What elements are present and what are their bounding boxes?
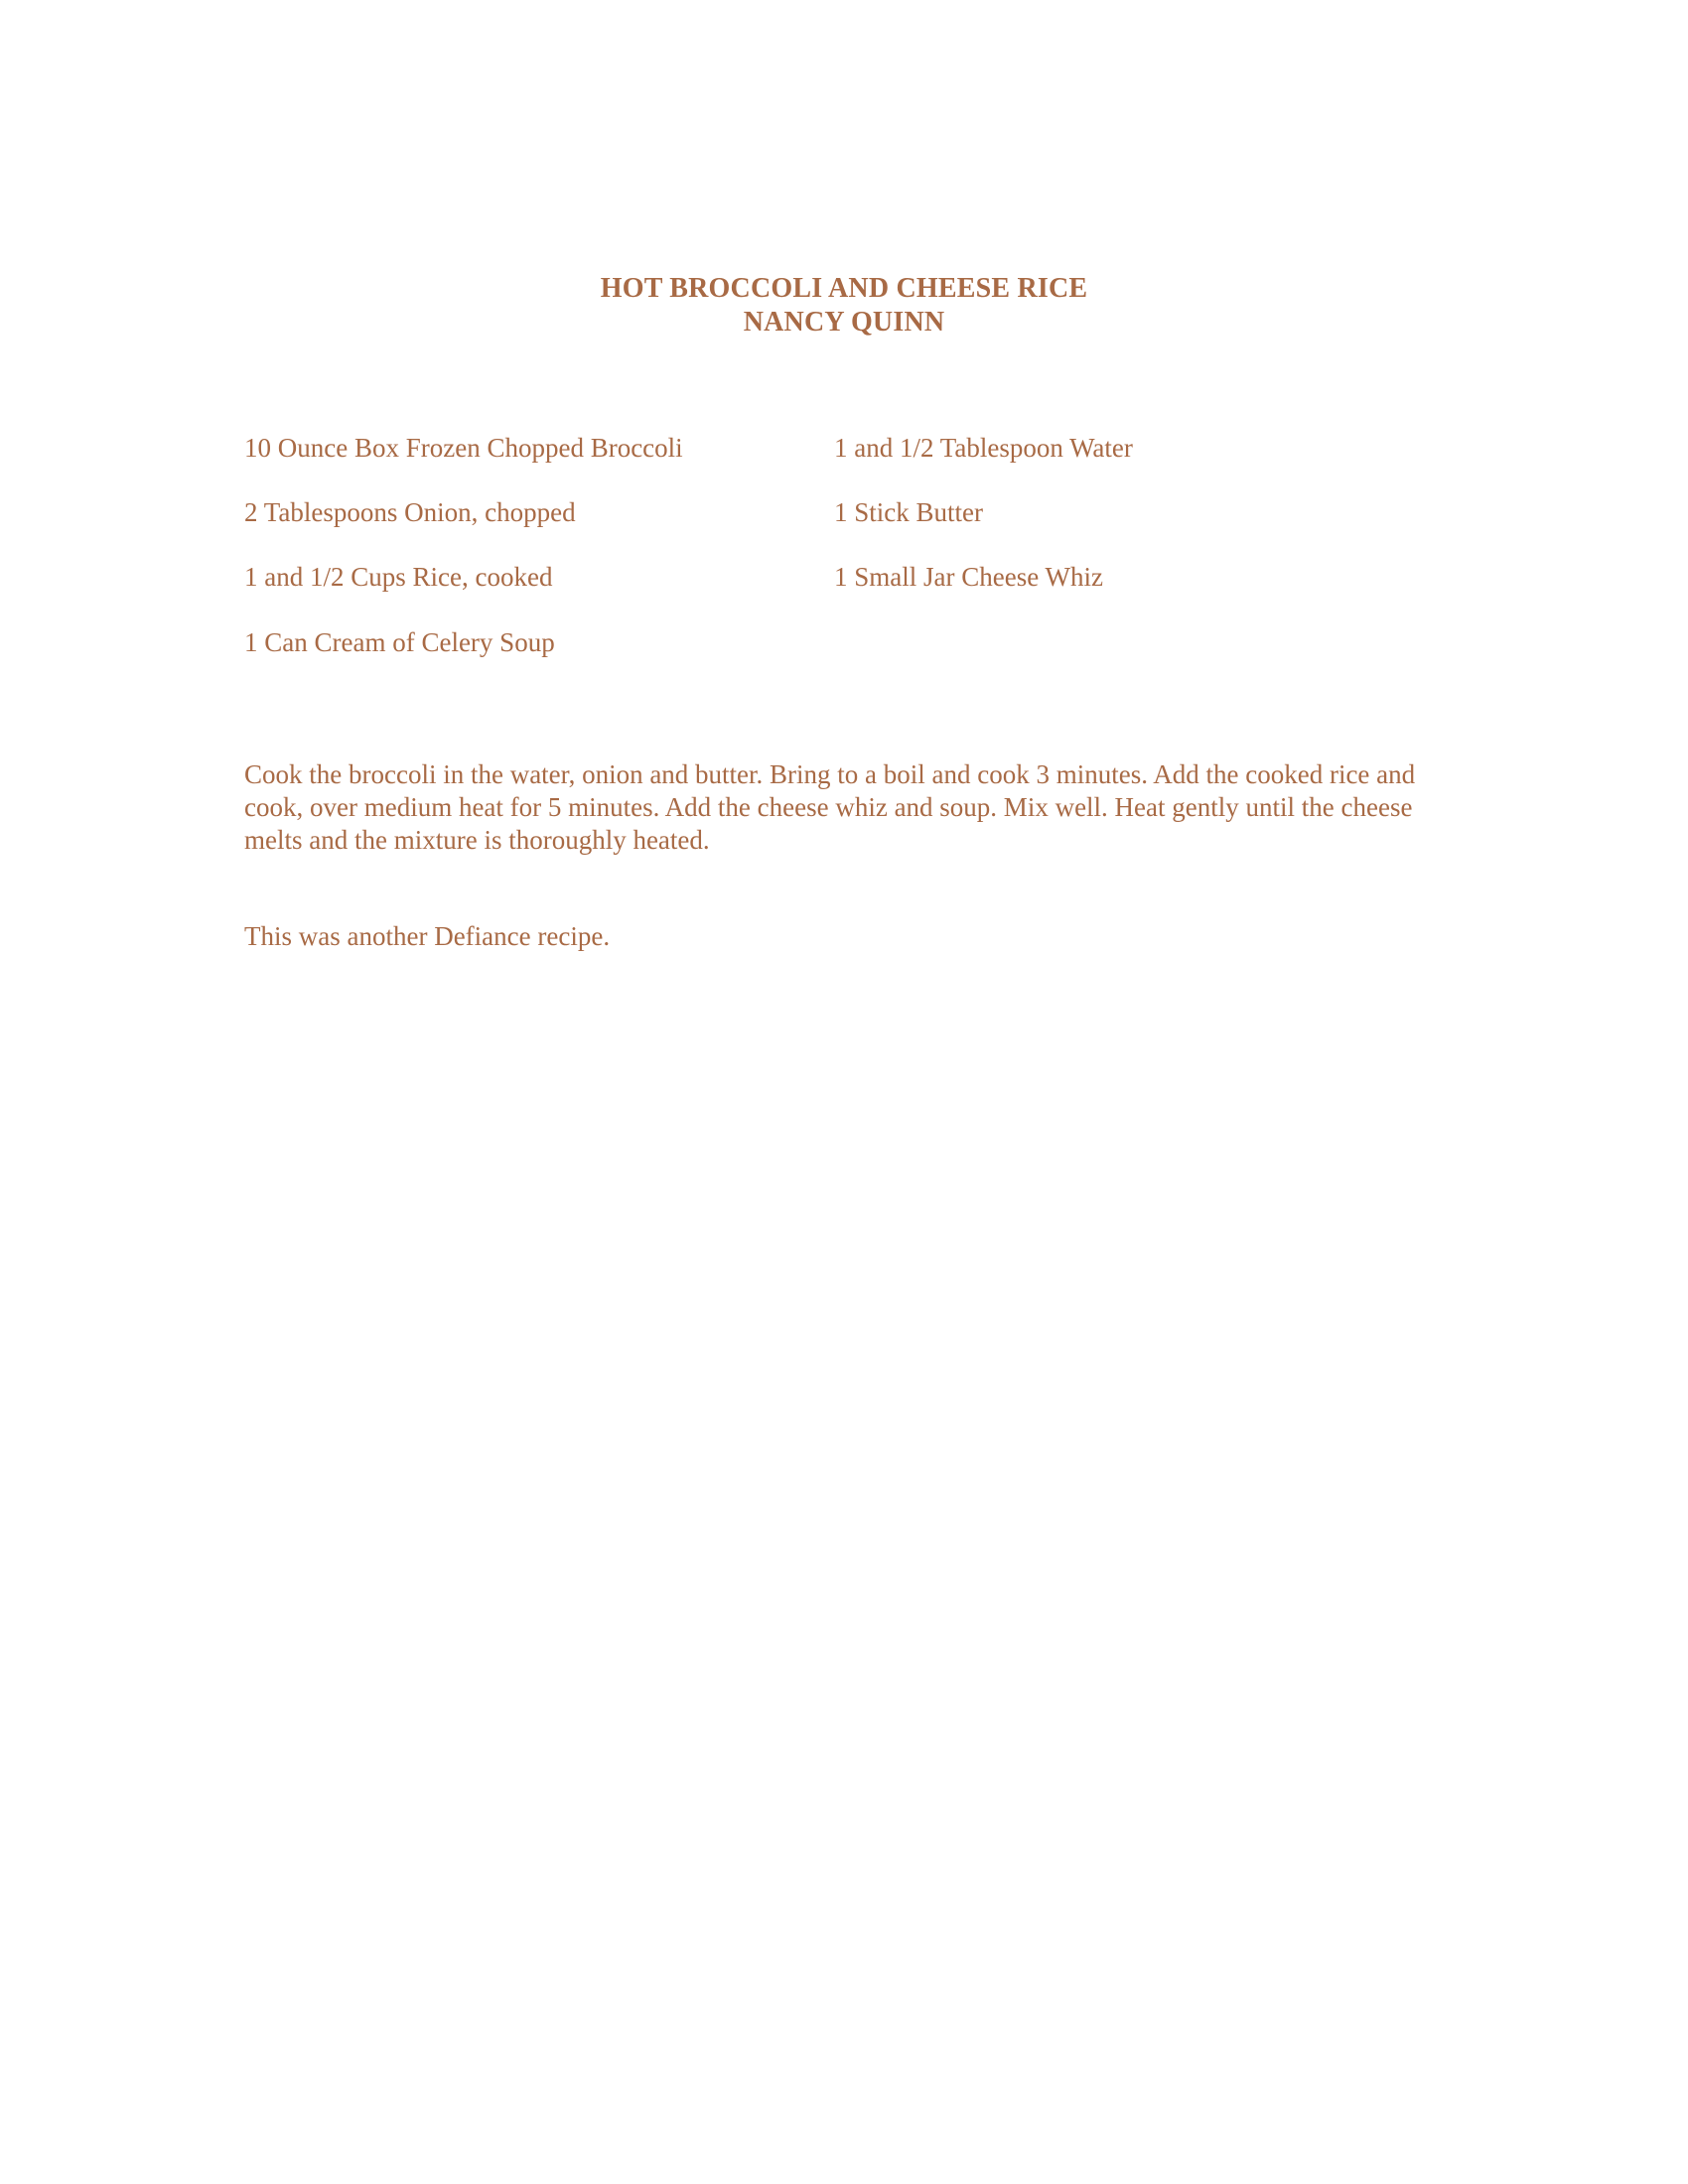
recipe-instructions: Cook the broccoli in the water, onion and butter. Bring to a boil and cook 3 minutes. Add the cooked rice and cook, over medium heat for 5 minutes. Add the cheese whiz and soup. Mix well. Heat gently until the cheese melts and the mixture is thoroughly heated.	[244, 759, 1416, 855]
recipe-title: HOT BROCCOLI AND CHEESE RICE	[600, 273, 1088, 304]
ingredient-item: 1 Can Cream of Celery Soup	[244, 627, 555, 657]
recipe-header	[0, 272, 1688, 340]
ingredient-item: 10 Ounce Box Frozen Chopped Broccoli	[244, 433, 683, 463]
recipe-note: This was another Defiance recipe.	[244, 921, 611, 951]
ingredient-item: 1 Small Jar Cheese Whiz	[834, 562, 1103, 592]
ingredient-item: 1 and 1/2 Cups Rice, cooked	[244, 562, 553, 592]
recipe-author: NANCY QUINN	[743, 307, 945, 338]
ingredient-item: 1 and 1/2 Tablespoon Water	[834, 433, 1133, 463]
ingredient-item: 1 Stick Butter	[834, 497, 983, 527]
ingredient-item: 2 Tablespoons Onion, chopped	[244, 497, 576, 527]
